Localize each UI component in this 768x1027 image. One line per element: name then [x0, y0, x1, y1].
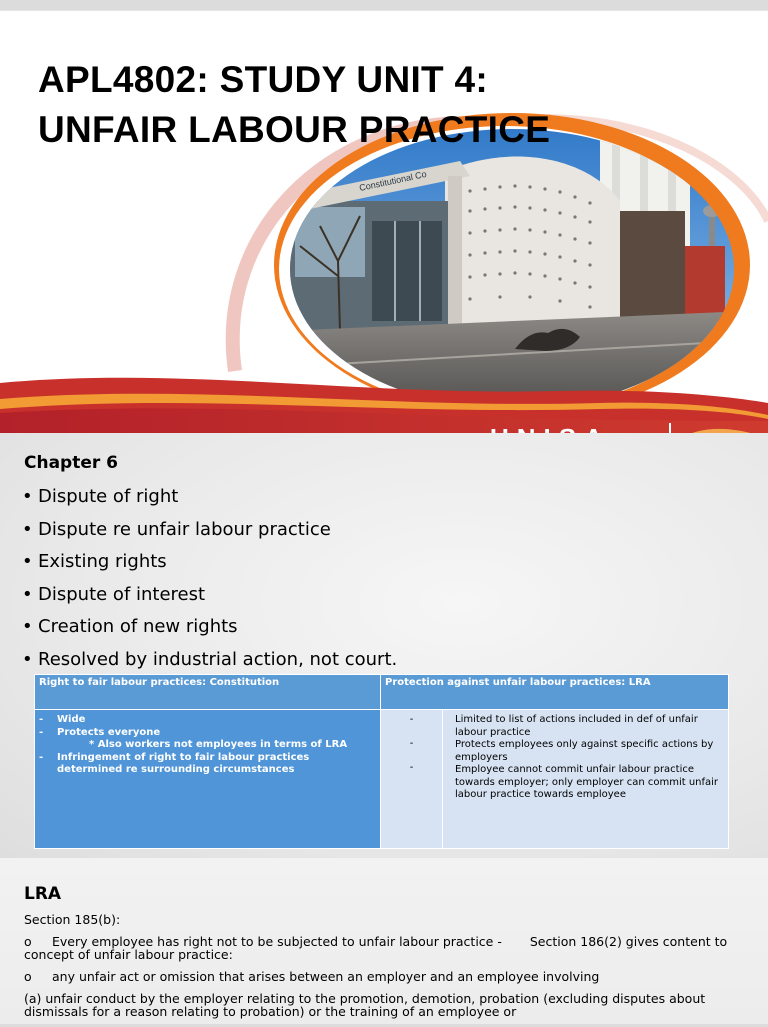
lra-heading: LRA [24, 884, 62, 904]
building-sign [0, 11, 768, 434]
list-item-text: Protects everyone [57, 726, 161, 738]
title-slide [0, 10, 768, 434]
title-line-2: UNFAIR LABOUR PRACTICE [38, 109, 551, 150]
dash-marker: - [39, 726, 44, 738]
circle-bullet-icon: o [24, 969, 32, 984]
lra-slide [0, 858, 768, 1024]
dash-marker: - [409, 714, 414, 725]
building-sign-text: Constitutional Co [358, 168, 428, 193]
chapter-heading: Chapter 6 [24, 453, 119, 473]
circle-bullet-icon: o [24, 934, 32, 949]
list-item-text: Wide [57, 714, 86, 725]
comparison-table [34, 674, 729, 849]
list-item [39, 714, 376, 727]
section-label: Section 185(b): [24, 912, 121, 927]
lra-cell [443, 710, 729, 849]
table-header-lra: Protection against unfair labour practices: LRA [381, 675, 729, 710]
bullet-item: • Existing rights [22, 546, 397, 579]
paragraph-text: any unfair act or omission that arises between an employer and an employee involving [52, 969, 600, 984]
paragraph-text: Every employee has right not to be subjected to unfair labour practice - [52, 934, 502, 949]
paragraph [24, 935, 744, 961]
table-row [35, 710, 729, 849]
section-reference: Section 186(2) gives content to concept of unfair labour practice: [24, 934, 728, 962]
list-item [39, 752, 376, 777]
lra-body [24, 913, 744, 1027]
dash-marker: - [39, 751, 44, 763]
bullet-item: • Dispute of interest [22, 579, 397, 612]
paragraph: (a) unfair conduct by the employer relating to the promotion, demotion, probation (excluding disputes about dismissals for a reason relating to probation) or the training of an employee or [24, 991, 706, 1019]
bullet-item: • Dispute re unfair labour practice [22, 514, 397, 547]
bullet-item: • Creation of new rights [22, 611, 397, 644]
table-header-row [35, 675, 729, 710]
dash-column [381, 710, 443, 849]
list-item [39, 739, 376, 752]
chapter-bullet-list [22, 481, 397, 676]
list-item [39, 727, 376, 740]
dash-marker: - [409, 762, 414, 773]
chapter-slide [0, 433, 768, 858]
dash-marker: - [409, 738, 414, 749]
list-item-text: Infringement of right to fair labour practices determined re surrounding circumstances [57, 751, 310, 775]
bullet-item: • Resolved by industrial action, not court. [22, 644, 397, 677]
list-item: Employee cannot commit unfair labour practice towards employer; only employer can commit unfair labour practice towards employee [455, 764, 719, 800]
table-header-constitution: Right to fair labour practices: Constitution [35, 675, 381, 710]
constitution-cell [35, 710, 381, 849]
title-line-1: APL4802: STUDY UNIT 4: [38, 59, 489, 100]
list-item: Limited to list of actions included in def of unfair labour practice [455, 714, 698, 738]
list-item: Protects employees only against specific actions by employers [455, 739, 714, 763]
bullet-item: • Dispute of right [22, 481, 397, 514]
paragraph [24, 970, 744, 983]
list-item-text: * Also workers not employees in terms of LRA [89, 739, 348, 750]
dash-marker: - [39, 714, 44, 725]
